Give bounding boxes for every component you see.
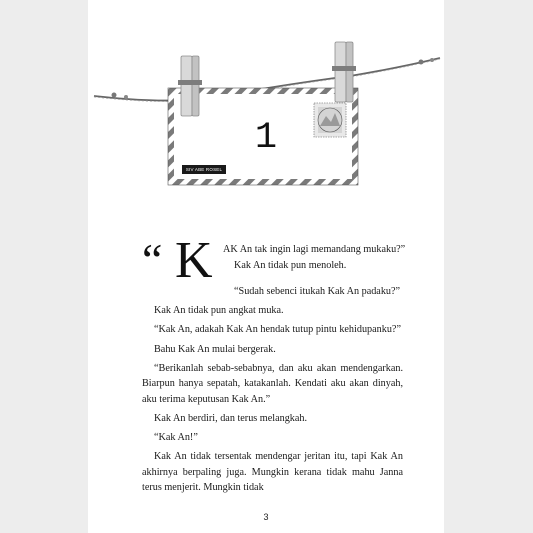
drop-cap-quote: “ <box>142 234 163 285</box>
paragraph-2: “Sudah sebenci itukah Kak An padaku?” <box>234 286 401 297</box>
paragraph-7: Kak An berdiri, dan terus melangkah. <box>154 412 308 424</box>
clothespin-left <box>178 56 202 116</box>
postage-stamp <box>314 103 346 137</box>
chapter-number: 1 <box>254 117 278 159</box>
drop-cap-letter: K <box>175 232 213 289</box>
paragraph-1b: Kak An tidak pun menoleh. <box>234 260 347 271</box>
paragraph-5: Bahu Kak An mulai bergerak. <box>154 343 276 355</box>
paragraph-4: “Kak An, adakah Kak An hendak tutup pintu kehidupanku?” <box>154 324 401 336</box>
paragraph-8: “Kak An!” <box>154 432 198 444</box>
paragraph-1-rest: AK An tak ingin lagi memandang mukaku?” <box>223 244 406 255</box>
rope-knot <box>112 93 117 98</box>
envelope-label-text: SIV ABE ROSEL <box>185 167 223 172</box>
paragraph-3: Kak An tidak pun angkat muka. <box>154 305 284 317</box>
book-page <box>88 0 444 533</box>
chapter-body <box>142 232 406 499</box>
drop-cap-paragraph <box>142 232 406 289</box>
chapter-illustration <box>88 0 444 200</box>
page-number: 3 <box>263 512 269 522</box>
paragraph-6: “Berikanlah sebab-sebabnya, dan aku akan mendengarkan. Biarpun hanya sepatah, katakanlah. Kendati aku akan dinyah, aku terima keputusan Kak An.” <box>142 362 403 405</box>
clothespin-right <box>332 42 356 102</box>
paragraph-9: Kak An tidak tersentak mendengar jeritan itu, tapi Kak An akhirnya berpaling juga. Mungkin kerana tidak mahu Janna terus menjerit. Mungkin tidak <box>142 451 403 494</box>
